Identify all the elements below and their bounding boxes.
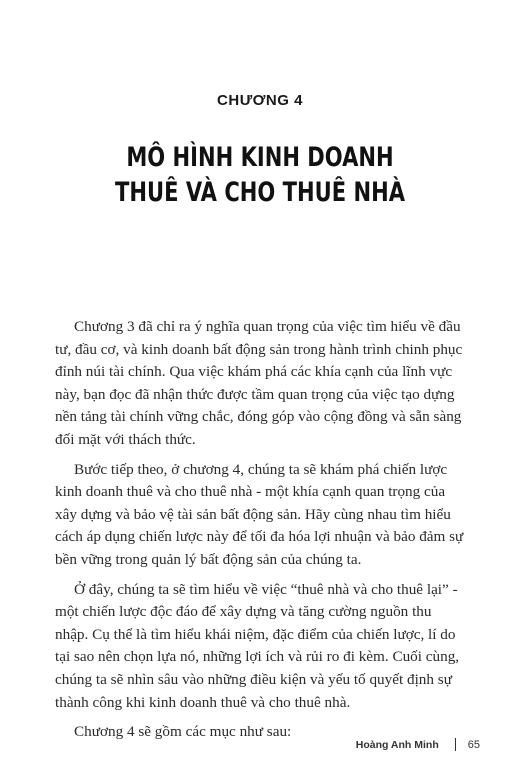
chapter-title-line-1: MÔ HÌNH KINH DOANH xyxy=(126,142,394,173)
chapter-title xyxy=(57,140,463,210)
footer-divider xyxy=(455,738,456,751)
footer-author: Hoàng Anh Minh xyxy=(355,738,439,751)
page-footer xyxy=(356,738,480,751)
paragraph: Ở đây, chúng ta sẽ tìm hiểu về việc “thuê nhà và cho thuê lại” - một chiến lược độc đáo để xây dựng và tăng cường nguồn thu nhập. Cụ thể là tìm hiểu khái niệm, đặc điểm của chiến lược, lí do tại sao nên chọn lựa nó, những lợi ích và rủi ro đi kèm. Cuối cùng, chúng ta sẽ nhìn sâu vào những điều kiện và yếu tố quyết định sự thành công khi kinh doanh thuê và cho thuê nhà. xyxy=(55,580,460,711)
paragraph: Chương 3 đã chỉ ra ý nghĩa quan trọng của việc tìm hiểu về đầu tư, đầu cơ, và kinh doanh bất động sản trong hành trình chinh phục đỉnh núi tài chính. Qua việc khám phá các khía cạnh của lĩnh vực này, bạn đọc đã nhận thức được tầm quan trọng của việc tạo dựng nền tảng tài chính vững chắc, đóng góp vào cộng đồng và sẵn sàng đối mặt với thách thức. xyxy=(55,318,463,448)
chapter-title-line-2: THUÊ VÀ CHO THUÊ NHÀ xyxy=(115,177,405,208)
chapter-label: CHƯƠNG 4 xyxy=(217,92,303,109)
paragraph: Chương 4 sẽ gồm các mục như sau: xyxy=(74,723,292,741)
body-text xyxy=(55,316,467,751)
page-number: 65 xyxy=(467,738,480,751)
paragraph: Bước tiếp theo, ở chương 4, chúng ta sẽ khám phá chiến lược kinh doanh thuê và cho thuê nhà - một khía cạnh quan trọng của xây dựng và bảo vệ tài sản bất động sản. Hãy cùng nhau tìm hiểu cách áp dụng chiến lược này để tối đa hóa lợi nhuận và bảo đảm sự bền vững trong quản lý bất động sản của chúng ta. xyxy=(55,460,464,568)
